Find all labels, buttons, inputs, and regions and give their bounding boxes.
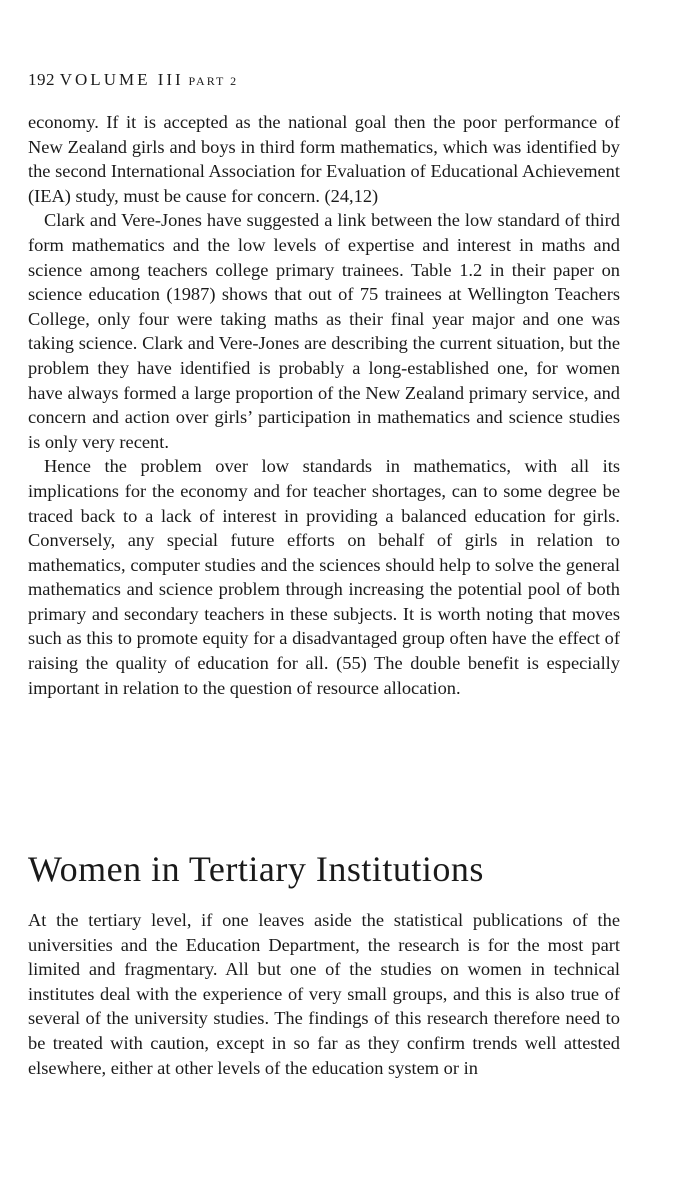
volume-label: VOLUME III xyxy=(59,70,184,89)
section-paragraph: At the tertiary level, if one leaves aside the statistical publications of the universities and the Education Department, the research is for the most part limited and fragmentary. All but one of the studies on women in technical institutes deal with the experience of very small groups, and this is also true of several of the university studies. The findings of this research therefore need to be treated with caution, except in so far as they confirm trends well attested elsewhere, either at other levels of the education system or in xyxy=(28,910,620,1078)
paragraph-2: Clark and Vere-Jones have suggested a link between the low standard of third form mathematics and the low levels of expertise and interest in maths and science among teachers college primary trainees. Table 1.2 in their paper on science education (1987) shows that out of 75 trainees at Wellington Teachers College, only four were taking maths as their final year major and one was taking science. Clark and Vere-Jones are describing the current situation, but the problem they have identified is probably a long-established one, for women have always formed a large proportion of the New Zealand primary service, and concern and action over girls’ participation in mathematics and science studies is only very recent. xyxy=(28,210,620,452)
section-heading: Women in Tertiary Institutions xyxy=(28,849,484,889)
body-text xyxy=(28,110,620,700)
running-head xyxy=(28,70,238,90)
paragraph-1: economy. If it is accepted as the national goal then the poor performance of New Zealand girls and boys in third form mathematics, which was identified by the second International Association for Evaluation of Educational Achievement (IEA) study, must be cause for concern. (24,12) xyxy=(28,112,620,206)
part-label: PART 2 xyxy=(188,74,239,88)
paragraph-3: Hence the problem over low standards in mathematics, with all its implications for the economy and for teacher shortages, can to some degree be traced back to a lack of interest in providing a balanced education for girls. Conversely, any special future efforts on behalf of girls in relation to mathematics, computer studies and the sciences should help to solve the general mathematics and science problem through increasing the potential pool of both primary and secondary teachers in these subjects. It is worth noting that moves such as this to promote equity for a disadvantaged group often have the effect of raising the quality of education for all. (55) The double benefit is especially important in relation to the question of resource allocation. xyxy=(28,456,620,698)
page-number: 192 xyxy=(28,70,55,89)
section-body xyxy=(28,908,620,1080)
